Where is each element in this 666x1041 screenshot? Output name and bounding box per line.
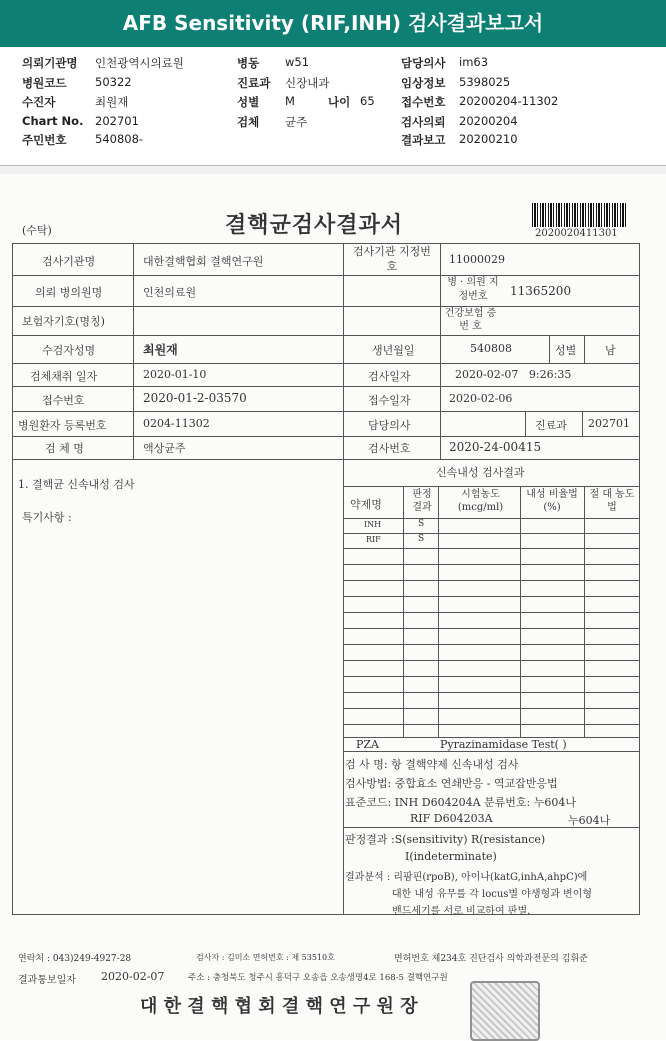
clinical-info-value: 5398025 (459, 75, 511, 89)
analysis-line2: 대한 내성 유무를 각 locus별 야생형과 변이형 (392, 889, 593, 900)
result-caption: 신속내성 검사결과 (436, 466, 525, 479)
request-date-value: 20200204 (459, 114, 518, 128)
barcode-icon (532, 203, 626, 227)
doctor-doc-label: 담당의사 (368, 419, 411, 432)
doctor-value: im63 (459, 55, 489, 69)
dept-doc-label: 진료과 (535, 419, 567, 432)
sex-doc-value: 남 (605, 344, 616, 357)
method-code2-class: 누604나 (568, 814, 611, 827)
patient-info-header (0, 47, 666, 166)
specimen-doc-label: 검 체 명 (45, 442, 84, 455)
analysis-line1: 결과분석 : 리팜핀(rpoB), 아이나(katG,inhA,ahpC)에 (345, 872, 588, 883)
inst-value: 대한결핵협회 결핵연구원 (143, 255, 264, 268)
specimen-doc-value: 액상균주 (143, 442, 186, 455)
result-inh: S (418, 519, 425, 529)
official-seal-icon (470, 981, 540, 1041)
reg-label: 병원환자 등록번호 (18, 419, 107, 432)
patient-name-value: 최원재 (143, 343, 178, 357)
dob-label: 생년월일 (372, 344, 415, 357)
scanned-document (0, 174, 666, 1040)
specimen-value: 균주 (285, 115, 308, 129)
institution-label: 의뢰기관명 (22, 56, 78, 70)
test-date-label: 검사일자 (368, 370, 411, 383)
ref-code-value: 11365200 (510, 284, 572, 298)
chart-no-value: 202701 (95, 114, 139, 128)
pza-text: Pyrazinamidase Test( ) (440, 738, 567, 751)
health-code-label: 건강보험 증 번 호 (444, 308, 497, 332)
col-drug: 약제명 (350, 498, 382, 511)
reg-value: 0204-11302 (143, 417, 210, 430)
analysis-line3: 밴드세기를 서로 비교하여 판별. (392, 906, 531, 917)
recv-date-label: 접수일자 (368, 394, 411, 407)
collect-label: 검체채취 일자 (30, 370, 98, 383)
insurer-label: 보험자기호(명칭) (22, 315, 105, 328)
institution-value: 인천광역시의료원 (95, 56, 184, 70)
resident-no-value: 540808- (95, 132, 144, 146)
barcode-number: 2020020411301 (535, 228, 618, 239)
dob-value: 540808 (470, 342, 512, 355)
doctor-label: 담당의사 (401, 56, 446, 70)
ref-label: 의뢰 병의원명 (35, 286, 103, 299)
test-no-label: 검사번호 (368, 442, 411, 455)
footer-address: 주소 : 충청북도 청주시 흥덕구 오송읍 오송생명4로 168-5 결핵연구원 (188, 973, 448, 983)
ref-value: 인천의료원 (143, 286, 197, 299)
recv-date-value: 2020-02-06 (449, 392, 513, 405)
section-divider (0, 166, 666, 174)
judge-line1: 판정결과 :S(sensitivity) R(resistance) (345, 833, 546, 846)
hospital-code-label: 병원코드 (22, 76, 67, 90)
col-result: 판정 결과 (412, 489, 432, 513)
dept-doc-value: 202701 (588, 417, 630, 430)
document-title: 결핵균검사결과서 (225, 212, 404, 238)
report-title-banner: AFB Sensitivity (RIF,INH) 검사결과보고서 (0, 0, 666, 47)
ward-value: w51 (285, 55, 310, 69)
drug-inh: INH (364, 520, 382, 529)
sex-label: 성별 (237, 95, 260, 109)
receipt-no-value: 20200204-11302 (459, 94, 559, 108)
chart-no-label: Chart No. (22, 114, 84, 128)
sex-value: M (285, 94, 295, 108)
hospital-code-value: 50322 (95, 75, 132, 89)
department-value: 신장내과 (285, 76, 330, 90)
resident-no-label: 주민번호 (22, 133, 67, 147)
footer-examiner: 검사자 : 김미소 면허번호 : 제 53510호 (196, 953, 335, 962)
request-date-label: 검사의뢰 (401, 115, 446, 129)
ward-label: 병동 (237, 56, 260, 70)
judge-line2: I(indeterminate) (405, 850, 497, 863)
receipt-type: (수탁) (22, 224, 52, 237)
test-item: 1. 결핵균 신속내성 검사 (18, 478, 135, 491)
drug-rif: RIF (366, 535, 381, 544)
patient-label: 수진자 (22, 95, 56, 109)
test-date-value: 2020-02-07 9:26:35 (455, 368, 572, 381)
method-method: 검사방법: 중합효소 연쇄반응 - 역교잡반응법 (345, 777, 558, 790)
col-concentration: 시험농도 (mcg/ml) (457, 489, 504, 513)
recv-no-label: 접수번호 (42, 394, 85, 407)
inst-code-label: 검사기관 지정번호 (353, 245, 431, 273)
specimen-label: 검체 (237, 115, 260, 129)
method-test-name: 검 사 명: 항 결핵약제 신속내성 검사 (345, 758, 519, 771)
result-rif: S (418, 534, 425, 544)
remarks-label: 특기사항 : (22, 511, 72, 524)
footer-organization: 대 한 결 핵 협 회 결 핵 연 구 원 장 (140, 996, 418, 1017)
patient-value: 최원재 (95, 95, 129, 109)
sex-doc-label: 성별 (555, 344, 577, 357)
age-value: 65 (360, 94, 375, 108)
ref-code-label: 병 · 의원 지정번호 (447, 277, 499, 302)
footer-contact: 연락처 : 043)249-4927-28 (18, 954, 132, 964)
receipt-no-label: 접수번호 (401, 95, 446, 109)
test-no-value: 2020-24-00415 (449, 440, 542, 454)
pza-label: PZA (356, 738, 379, 751)
col-absolute: 절 대 농도법 (589, 489, 635, 513)
recv-no-value: 2020-01-2-03570 (143, 391, 247, 405)
method-code2: RIF D604203A (410, 812, 493, 825)
age-label: 나이 (328, 95, 351, 109)
report-date-doc-label: 결과통보일자 (18, 975, 76, 986)
department-label: 진료과 (237, 76, 271, 90)
patient-name-label: 수검자성명 (42, 344, 96, 357)
method-code1: 표준코드: INH D604204A 분류번호: 누604나 (345, 796, 576, 809)
report-date-doc-value: 2020-02-07 (101, 970, 165, 983)
collect-value: 2020-01-10 (143, 368, 207, 381)
col-proportion: 내성 비율법(%) (526, 489, 578, 513)
inst-label: 검사기관명 (42, 255, 96, 268)
inst-code-value: 11000029 (449, 253, 505, 266)
report-date-label: 결과보고 (401, 133, 446, 147)
clinical-info-label: 임상정보 (401, 76, 446, 90)
report-date-value: 20200210 (459, 132, 518, 146)
footer-license: 면허번호 제234호 진단검사 의학과전문의 김휘준 (394, 954, 588, 964)
